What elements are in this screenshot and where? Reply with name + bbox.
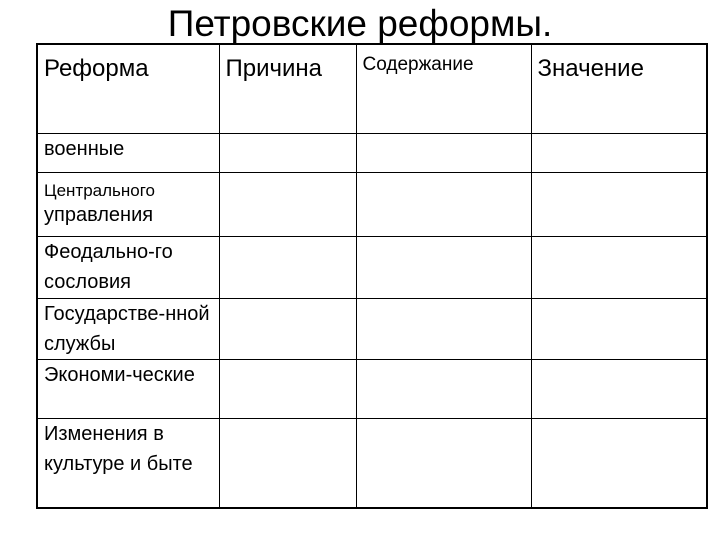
meaning-cell[interactable] (531, 299, 707, 360)
header-meaning: Значение (531, 44, 707, 134)
header-cause: Причина (219, 44, 356, 134)
row-label: Государстве-нной службы (37, 299, 219, 360)
table-row (37, 173, 707, 237)
cause-cell[interactable] (219, 134, 356, 173)
meaning-cell[interactable] (531, 237, 707, 299)
row-label-line2: управления (44, 204, 154, 226)
row-label-line1: Центрального (44, 181, 156, 200)
meaning-cell[interactable] (531, 134, 707, 173)
content-cell[interactable] (356, 419, 531, 509)
cause-cell[interactable] (219, 419, 356, 509)
meaning-cell[interactable] (531, 360, 707, 419)
table-row (37, 237, 707, 299)
reforms-table (36, 43, 708, 509)
row-label (37, 173, 219, 237)
table-row (37, 419, 707, 509)
cause-cell[interactable] (219, 237, 356, 299)
content-cell[interactable] (356, 360, 531, 419)
row-label: Экономи-ческие (37, 360, 219, 419)
header-content: Содержание (356, 44, 531, 134)
content-cell[interactable] (356, 134, 531, 173)
meaning-cell[interactable] (531, 173, 707, 237)
table-header-row (37, 44, 707, 134)
content-cell[interactable] (356, 299, 531, 360)
row-label: военные (37, 134, 219, 173)
cause-cell[interactable] (219, 173, 356, 237)
table-row (37, 299, 707, 360)
cause-cell[interactable] (219, 299, 356, 360)
row-label: Феодально-го сословия (37, 237, 219, 299)
table-row (37, 134, 707, 173)
table-row (37, 360, 707, 419)
content-cell[interactable] (356, 173, 531, 237)
row-label: Изменения в культуре и быте (37, 419, 219, 509)
content-cell[interactable] (356, 237, 531, 299)
meaning-cell[interactable] (531, 419, 707, 509)
header-reform: Реформа (37, 44, 219, 134)
page-title: Петровские реформы. (167, 3, 553, 44)
cause-cell[interactable] (219, 360, 356, 419)
